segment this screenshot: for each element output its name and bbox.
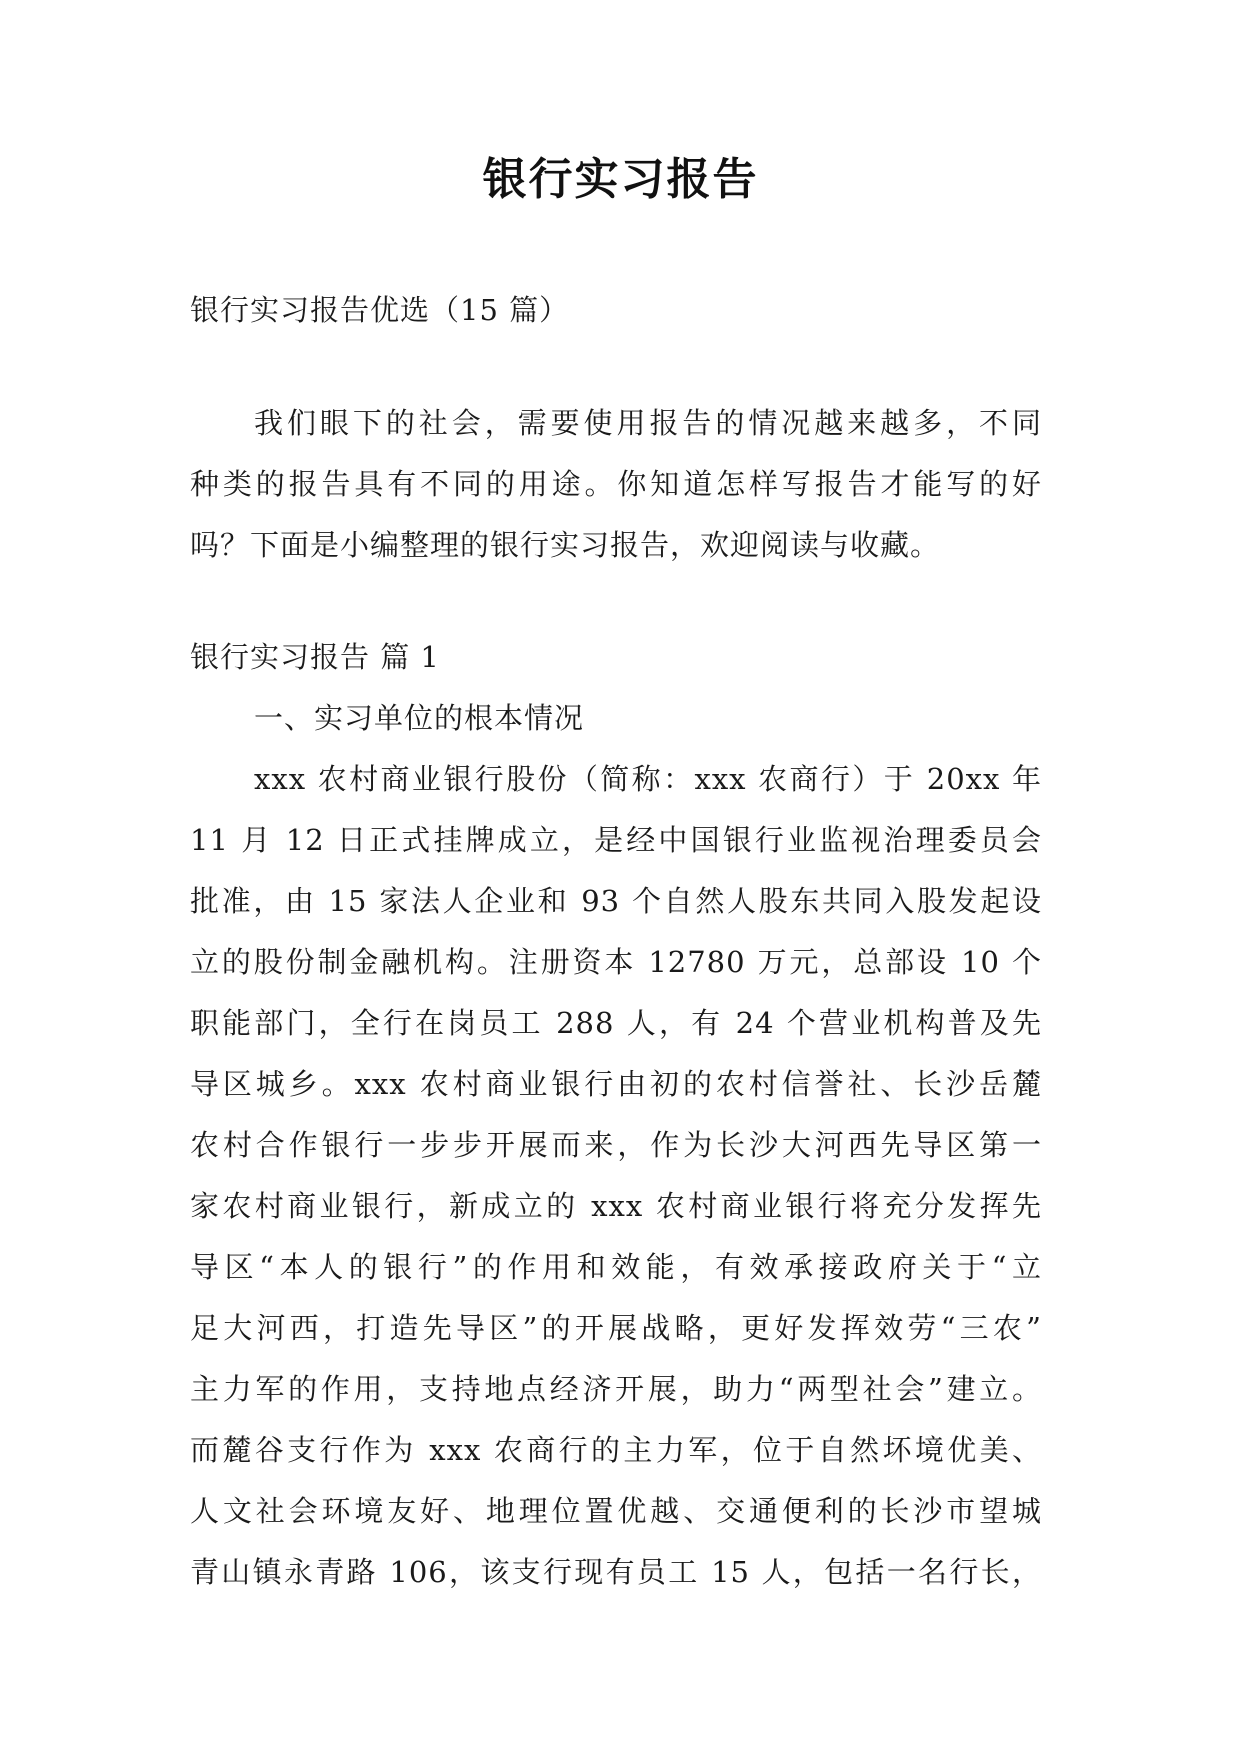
- body-line: xxx 农村商业银行股份（简称：xxx 农商行）于 20xx 年: [254, 762, 1042, 796]
- body-line: 职能部门，全行在岗员工 288 人，有 24 个营业机构普及先: [190, 1006, 1042, 1040]
- intro-line: 种类的报告具有不同的用途。你知道怎样写报告才能写的好: [190, 467, 1042, 501]
- section-heading: 银行实习报告 篇 1: [190, 640, 440, 674]
- body-line: 批准，由 15 家法人企业和 93 个自然人股东共同入股发起设: [190, 884, 1042, 918]
- body-line: 主力军的作用，支持地点经济开展，助力“两型社会”建立。: [190, 1372, 1042, 1406]
- body-line: 足大河西，打造先导区”的开展战略，更好发挥效劳“三农”: [190, 1311, 1042, 1345]
- body-line: 而麓谷支行作为 xxx 农商行的主力军，位于自然坏境优美、: [190, 1433, 1042, 1467]
- intro-line: 吗？下面是小编整理的银行实习报告，欢迎阅读与收藏。: [190, 528, 941, 562]
- body-line: 11 月 12 日正式挂牌成立，是经中国银行业监视治理委员会: [190, 823, 1042, 857]
- body-line: 家农村商业银行，新成立的 xxx 农村商业银行将充分发挥先: [190, 1189, 1042, 1223]
- body-line: 人文社会环境友好、地理位置优越、交通便利的长沙市望城: [190, 1494, 1042, 1528]
- body-line: 导区城乡。xxx 农村商业银行由初的农村信誉社、长沙岳麓: [190, 1067, 1042, 1101]
- body-line: 农村合作银行一步步开展而来，作为长沙大河西先导区第一: [190, 1128, 1042, 1162]
- document-title: 银行实习报告: [482, 154, 759, 205]
- body-line: 青山镇永青路 106，该支行现有员工 15 人，包括一名行长，: [190, 1555, 1042, 1589]
- intro-line: 我们眼下的社会，需要使用报告的情况越来越多，不同: [254, 406, 1042, 440]
- body-line: 导区“本人的银行”的作用和效能，有效承接政府关于“立: [190, 1250, 1042, 1284]
- body-line: 立的股份制金融机构。注册资本 12780 万元，总部设 10 个: [190, 945, 1042, 979]
- document-subtitle: 银行实习报告优选（15 篇）: [190, 293, 570, 327]
- subsection-heading: 一、实习单位的根本情况: [254, 701, 585, 735]
